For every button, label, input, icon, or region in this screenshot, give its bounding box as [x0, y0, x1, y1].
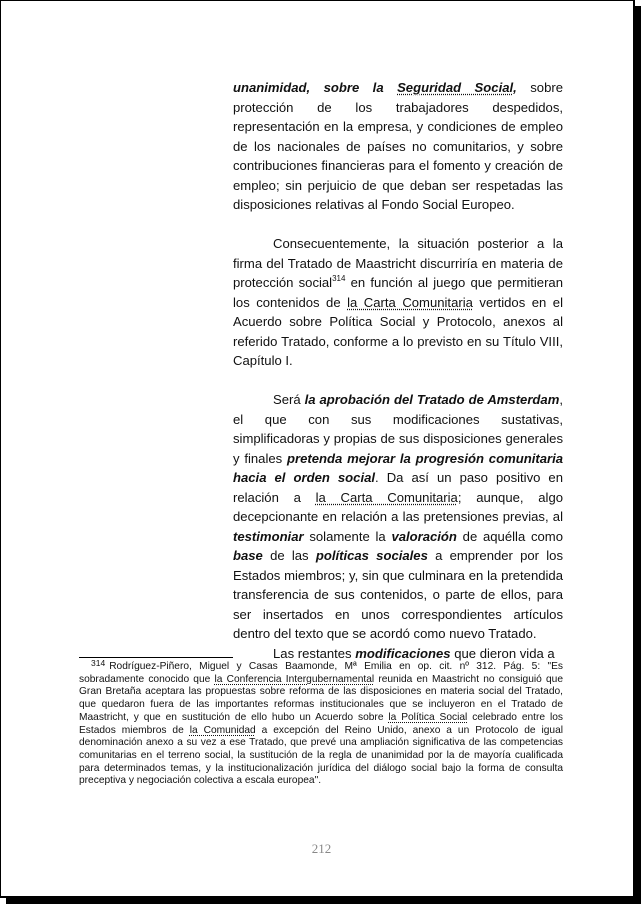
text-run: solamente la [303, 528, 392, 544]
emphasis: , [513, 80, 517, 95]
paragraph-3 [233, 390, 563, 644]
emphasis: unanimidad, sobre la [233, 80, 398, 95]
emphasis: testimoniar [233, 528, 304, 544]
page-number: 212 [311, 841, 332, 856]
text-run: a excepción del Reino Unido, anexo a un Protocolo de igual denominación anexo a su vez a ese Tratado, que prevé una ampliación significativa de las competencias comunitarias en el terreno social, la sustitución de la regla de unanimidad por la de mayoría cualificada para determinados temas, y la institucionalización jurídica del diálogo social bajo la forma de consulta preceptiva y negociación colectiva a escala europea". [79, 724, 563, 787]
text-run: Será [273, 392, 305, 407]
emphasis: valoración [391, 528, 457, 544]
text-run: de las [262, 548, 316, 563]
text-run: vertidos en el Acuerdo sobre Política Social y Protocolo, anexos al referido Tratado, conforme a lo previsto en su Título VIII, Capítulo I. [233, 294, 563, 368]
underlined-term: la Carta Comunitaria [347, 294, 473, 310]
emphasis: base [233, 548, 263, 563]
page-shadow-right [635, 6, 641, 904]
text-run: Rodríguez-Piñero, Miguel y Casas Baamonde, Mª Emilia en op. cit. nº 312. Pág. 5: "Es sobradamente conocido que [79, 661, 563, 685]
text-run: sobre protección de los trabajadores despedidos, representación en la empresa, y condiciones de empleo de los nacionales de países no comunitarios, y sobre contribuciones financieras para el fomento y creación de empleo; sin perjuicio de que deban ser respetadas las disposiciones relativas al Fondo Social Europeo. [233, 80, 563, 212]
text-run: , el que con sus modificaciones sustativas, simplificadoras y propias de sus disposiciones generales y finales [233, 392, 563, 466]
footnote-314 [79, 658, 564, 788]
text-run: . Da así un paso positivo en relación a [233, 470, 563, 505]
text-run: Consecuentemente, la situación posterior a la firma del Tratado de Maastricht discurriría en materia de protección social [233, 236, 563, 290]
page-shadow-bottom [6, 898, 641, 904]
emphasis: modificaciones [355, 645, 451, 661]
text-run: en función al juego que permitieran los contenidos de [233, 275, 563, 310]
emphasis: pretenda mejorar la progresión comunitaria hacia el orden social [233, 450, 564, 485]
underlined-term: la Política Social [388, 711, 468, 723]
text-run: Las restantes [273, 645, 356, 661]
text-run: de aquélla como [456, 528, 563, 544]
text-run: ; aunque, algo decepcionante en relación a las pretensiones previas, al [233, 489, 564, 524]
text-run: celebrado entre los Estados miembros de [79, 711, 564, 736]
underlined-term: la Conferencia Intergubernamental [214, 673, 375, 685]
emphasis: políticas sociales [315, 548, 428, 563]
body-text [233, 78, 563, 663]
text-run: reunida en Maastricht no consiguió que Gran Bretaña aceptara las propuestas sobre reforma de las disposiciones en materia social del Tratado, que quedaron fuera de las importantes reformas institucionales que se incluyeron en el Tratado de Maastricht, y que en sustitución de ello hubo un Acuerdo sobre [79, 673, 563, 723]
paragraph-1 [233, 78, 563, 215]
text-run: que dieron vida a [450, 645, 555, 661]
underlined-term: la Carta Comunitaria [315, 489, 458, 505]
paragraph-2 [233, 234, 563, 371]
underlined-term: la Comunidad [189, 724, 256, 736]
footnote-reference[interactable]: 314 [332, 274, 346, 283]
emphasis: la aprobación del Tratado de Amsterdam [304, 392, 560, 407]
emphasis-underlined: Seguridad Social [397, 80, 514, 95]
footnote-number: 314 [91, 658, 106, 668]
text-run: a emprender por los Estados miembros; y, sin que culminara en la pretendida transferencia de sus contenidos, o parte de ellos, para ser insertados en unos correspondientes artículos dentro del texto que se acordó como nuevo Tratado. [233, 548, 563, 641]
